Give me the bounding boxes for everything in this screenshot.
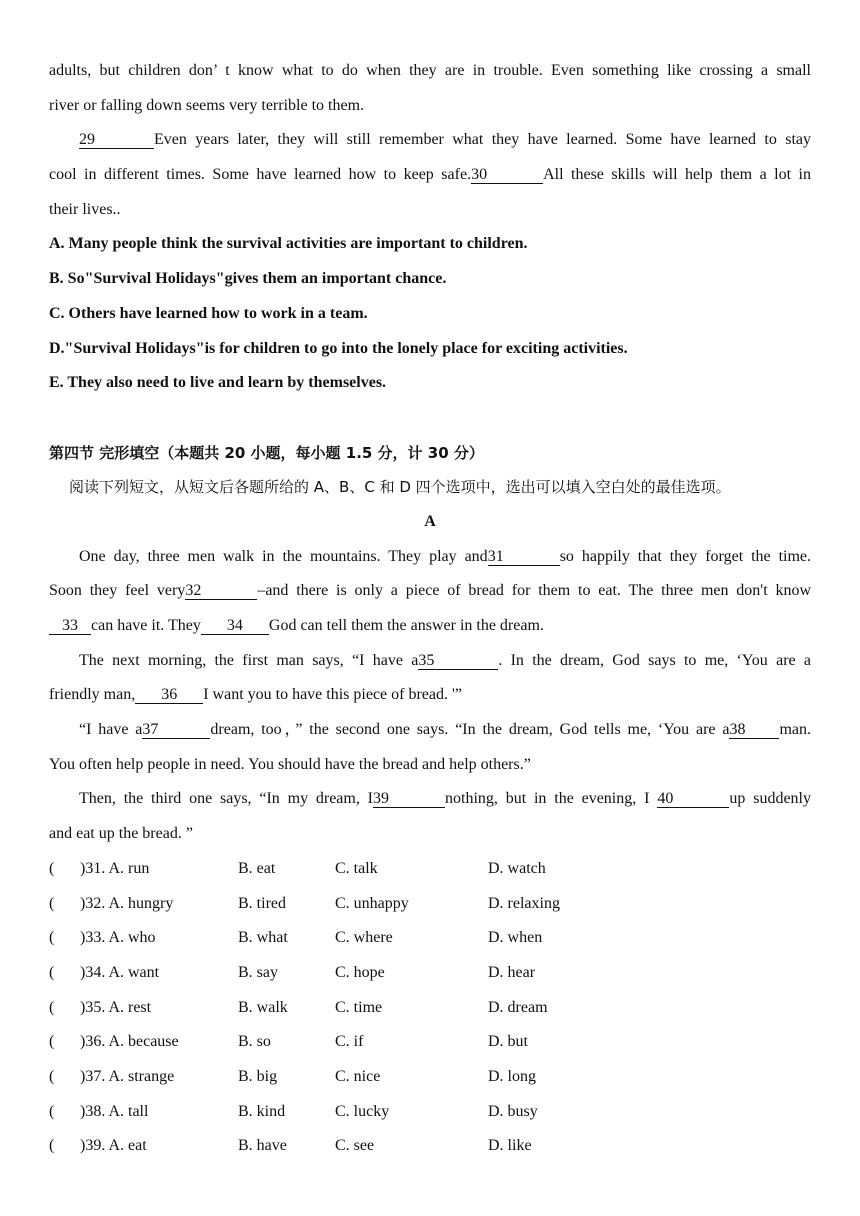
- answer-paren[interactable]: (: [49, 1137, 55, 1155]
- question-number-option-a: )35. A. rest: [80, 998, 152, 1016]
- question-row: [49, 991, 811, 1026]
- blank-31[interactable]: 31: [488, 549, 560, 566]
- option-d: D. dream: [488, 998, 548, 1016]
- story-text: God can tell them the answer in the dream.: [268, 617, 544, 634]
- option-c: C. if: [335, 1033, 364, 1051]
- option-c: C. see: [335, 1137, 375, 1155]
- blank-36[interactable]: 36: [135, 687, 203, 704]
- question-number-option-a: )37. A. strange: [80, 1067, 175, 1085]
- story-line: [49, 574, 811, 609]
- story-line: [49, 540, 811, 575]
- question-list: [49, 852, 811, 1164]
- blank-40[interactable]: 40: [657, 791, 729, 808]
- passage-text: cool in different times. Some have learned how to keep safe.: [49, 166, 472, 184]
- option-b: B. tired: [238, 894, 286, 912]
- option-b: B. have: [238, 1137, 287, 1155]
- passage-line: their lives..: [49, 200, 121, 218]
- answer-paren[interactable]: (: [49, 1067, 55, 1085]
- story-line: [49, 713, 811, 748]
- question-row: [49, 1129, 811, 1164]
- story-text: friendly man,: [49, 686, 136, 704]
- option-d: D. when: [488, 929, 543, 947]
- section-instruction: 阅读下列短文，从短文后各题所给的 A、B、C 和 D 四个选项中，选出可以填入空白处的最佳选项。: [69, 478, 731, 497]
- story-text: Then, the third one says, “In my dream, I: [79, 790, 374, 808]
- story-line: [49, 678, 811, 713]
- option-b: B. big: [238, 1067, 278, 1085]
- blank-29[interactable]: 29: [79, 132, 154, 149]
- answer-paren[interactable]: (: [49, 1102, 55, 1120]
- blank-38[interactable]: 38: [729, 722, 779, 739]
- answer-paren[interactable]: (: [49, 894, 55, 912]
- story-text: The next morning, the first man says, “I have a: [79, 651, 419, 669]
- option-c: C. talk: [335, 859, 378, 877]
- document-page: [49, 54, 811, 1164]
- option-b: B. So"Survival Holidays"gives them an important chance.: [49, 270, 447, 288]
- story-text: dream, too，” the second one says. “In the dream, God tells me, ‘You are a: [210, 721, 730, 739]
- question-number-option-a: )36. A. because: [80, 1033, 179, 1051]
- story-text: “I have a: [79, 721, 143, 739]
- story-text: Soon they feel very: [49, 582, 186, 600]
- option-d: D. but: [488, 1033, 528, 1051]
- question-row: [49, 852, 811, 887]
- question-row: [49, 1025, 811, 1060]
- passage-line: river or falling down seems very terrible to them.: [49, 96, 365, 114]
- answer-paren[interactable]: (: [49, 998, 55, 1016]
- answer-paren[interactable]: (: [49, 1033, 55, 1051]
- question-number-option-a: )38. A. tall: [80, 1102, 149, 1120]
- option-b: B. kind: [238, 1102, 286, 1120]
- option-b: B. what: [238, 929, 288, 947]
- story-text: . In the dream, God says to me, ‘You are a: [498, 651, 811, 669]
- option-c: C. unhappy: [335, 894, 409, 912]
- story-text: nothing, but in the evening, I: [445, 790, 650, 808]
- option-d: D. hear: [488, 963, 536, 981]
- answer-paren[interactable]: (: [49, 929, 55, 947]
- story-line: You often help people in need. You should have the bread and help others.”: [49, 755, 531, 773]
- story-text: –and there is only a piece of bread for them to eat. The three men don't know: [257, 582, 812, 600]
- story-text: so happily that they forget the time.: [559, 547, 812, 565]
- option-c: C. hope: [335, 963, 385, 981]
- passage-text: All these skills will help them a lot in: [543, 166, 811, 184]
- option-b: B. so: [238, 1033, 271, 1051]
- option-c: C. Others have learned how to work in a team.: [49, 304, 368, 322]
- option-d: D. watch: [488, 859, 546, 877]
- option-d: D. relaxing: [488, 894, 560, 912]
- story-line: [49, 644, 811, 679]
- question-number-option-a: )39. A. eat: [80, 1137, 147, 1155]
- answer-paren[interactable]: (: [49, 859, 55, 877]
- question-number-option-a: )34. A. want: [80, 963, 160, 981]
- story-line: [49, 782, 811, 817]
- story-text: I want you to have this piece of bread. '”: [203, 686, 462, 704]
- option-c: C. time: [335, 998, 383, 1016]
- option-d: D. long: [488, 1067, 536, 1085]
- option-e: E. They also need to live and learn by themselves.: [49, 374, 387, 392]
- option-d: D. like: [488, 1137, 532, 1155]
- story-text: up suddenly: [729, 790, 811, 808]
- question-number-option-a: )32. A. hungry: [80, 894, 174, 912]
- option-b: B. walk: [238, 998, 288, 1016]
- blank-32[interactable]: 32: [185, 583, 257, 600]
- story-text: can have it. They: [91, 617, 201, 634]
- option-a: A. Many people think the survival activities are important to children.: [49, 235, 528, 253]
- story-text: man.: [779, 721, 812, 739]
- blank-33[interactable]: 33: [49, 618, 91, 635]
- answer-paren[interactable]: (: [49, 963, 55, 981]
- story-line: and eat up the bread. ”: [49, 825, 193, 843]
- blank-37[interactable]: 37: [142, 722, 210, 739]
- option-b: B. eat: [238, 859, 276, 877]
- blank-34[interactable]: 34: [201, 618, 269, 635]
- story-text: One day, three men walk in the mountains. They play and: [79, 547, 488, 565]
- passage-text: Even years later, they will still remember what they have learned. Some have learned to stay: [154, 131, 811, 149]
- passage-label: A: [424, 512, 436, 530]
- section-heading: 第四节 完形填空（本题共 20 小题，每小题 1.5 分，计 30 分）: [49, 443, 484, 462]
- blank-39[interactable]: 39: [373, 791, 445, 808]
- story-line: [49, 609, 811, 644]
- question-number-option-a: )31. A. run: [80, 859, 150, 877]
- question-row: [49, 956, 811, 991]
- option-c: C. lucky: [335, 1102, 390, 1120]
- option-b: B. say: [238, 963, 278, 981]
- question-number-option-a: )33. A. who: [80, 929, 156, 947]
- option-d: D. busy: [488, 1102, 538, 1120]
- passage-line: [49, 123, 811, 158]
- passage-line: adults, but children don’ t know what to do when they are in trouble. Even something like crossing a small: [49, 62, 811, 79]
- option-d: D."Survival Holidays"is for children to go into the lonely place for exciting activities.: [49, 339, 628, 357]
- question-row: [49, 887, 811, 922]
- blank-35[interactable]: 35: [418, 653, 498, 670]
- spacer: [49, 401, 811, 436]
- option-c: C. nice: [335, 1067, 381, 1085]
- question-row: [49, 921, 811, 956]
- question-row: [49, 1060, 811, 1095]
- question-row: [49, 1095, 811, 1130]
- blank-30[interactable]: 30: [471, 167, 543, 184]
- option-c: C. where: [335, 929, 393, 947]
- passage-line: [49, 158, 811, 193]
